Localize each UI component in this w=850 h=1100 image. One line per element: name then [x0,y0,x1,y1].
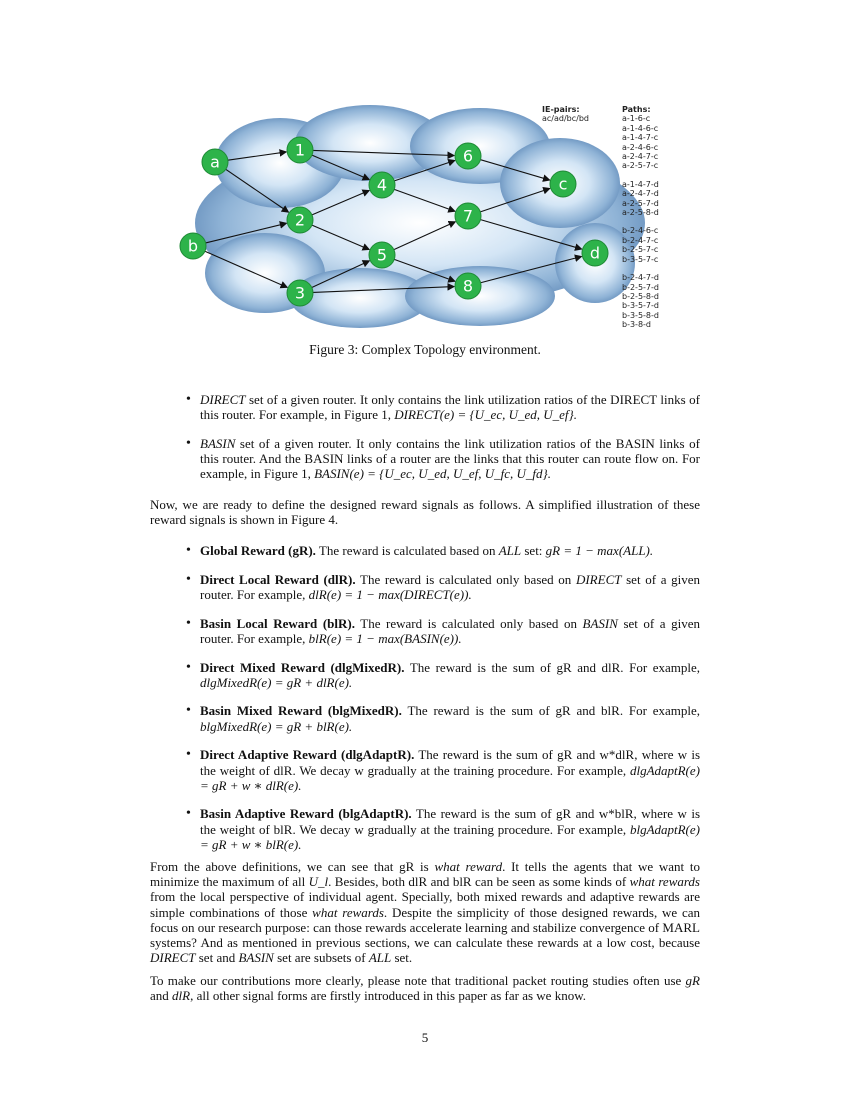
path-entry: b-3-8-d [622,320,651,330]
contrib-text: To make our contributions more clearly, please note that traditional packet routing studies often use [150,973,686,988]
path-group [622,226,659,264]
reward-text: set of a given router. For example, [200,571,700,602]
reward-text: The reward is the sum of gR and w*blR, where w is the weight of blR. We decay w gradually at the training procedure. For example, [200,806,701,837]
node-label: 7 [462,206,474,226]
reward-item [200,543,700,558]
reward-text: set of a given router. For example, [200,615,701,646]
discussion-emphasis: DIRECT [150,950,196,966]
direct-text: set of a given router. It only contains the link utilization ratios of the DIRECT links of this router. For example, in Figure 1, [200,392,700,423]
discussion-text: . Despite the simplicity of those designed rewards, we can focus on our research purpose: can those rewards accelerate learning and stabilize convergence of MARL systems? And as mentioned in previous sections, we can calculate these rewards at a low cost, because [150,904,700,951]
path-entry: b-2-4-6-c [622,226,659,236]
node-n5 [369,242,395,268]
node-label: 8 [462,276,474,296]
path-entry: a-2-5-7-d [622,198,659,208]
reward-name: Global Reward (gR). [200,543,316,558]
node-label: b [187,236,199,256]
node-label: 1 [294,140,306,160]
topology-diagram [170,98,690,330]
paragraph-contributions [150,973,700,1003]
reward-formula: blgMixedR(e) = gR + blR(e). [200,718,353,734]
paragraph-intro: Now, we are ready to define the designed reward signals as follows. A simplified illustration of these reward signals is shown in Figure 4. [150,497,700,528]
node-n3 [287,280,313,306]
node-n4 [369,172,395,198]
reward-formula: dlgMixedR(e) = gR + dlR(e). [200,674,353,690]
reward-name: Basin Adaptive Reward (blgAdaptR). [200,806,412,822]
node-n6 [455,143,481,169]
reward-name: Direct Mixed Reward (dlgMixedR). [200,659,405,675]
contrib-text: , all other signal forms are firstly introduced in this paper as far as we know. [190,988,586,1004]
node-label: 6 [462,146,474,166]
reward-text: The reward is calculated only based on [354,615,583,631]
node-label: a [210,152,220,172]
path-entry: a-2-4-7-c [622,152,659,162]
reward-text: The reward is calculated only based on [355,571,576,587]
reward-formula: dlgAdaptR(e) = gR + w ∗ dlR(e). [200,762,700,793]
node-n2 [287,207,313,233]
discussion-emphasis: ALL [368,950,392,966]
node-a [202,149,228,175]
discussion-text: . Besides, both dlR and blR can be seen as some kinds of [328,874,630,890]
reward-name: Direct Adaptive Reward (dlgAdaptR). [200,747,415,763]
paths-header: Paths: [622,105,651,114]
discussion-emphasis: what rewards [312,904,384,920]
set-definitions-list [200,392,700,495]
node-d [582,240,608,266]
node-label: c [558,174,568,194]
paragraph-discussion [150,859,700,965]
term-direct: DIRECT [200,392,246,407]
reward-set: BASIN [582,615,618,631]
reward-text: set: [521,543,546,558]
reward-formula: gR = 1 − max(ALL). [545,543,654,558]
path-group [622,180,659,218]
path-entry: b-3-5-7-d [622,301,659,311]
path-entry: a-2-4-7-d [622,189,659,199]
reward-item [200,616,700,646]
discussion-emphasis: what rewards [629,874,700,890]
path-entry: b-3-5-7-c [622,254,659,264]
path-entry: a-1-6-c [622,114,651,124]
path-entry: a-1-4-7-d [622,179,659,189]
discussion-text: set are subsets of [273,950,369,966]
path-entry: b-2-5-7-d [622,282,659,292]
node-b [180,233,206,259]
node-n8 [455,273,481,299]
node-label: 5 [376,245,388,265]
reward-text: The reward is the sum of gR and w*dlR, where w is the weight of dlR. We decay w gradually at the training procedure. For example, [200,747,700,778]
reward-item [200,747,700,793]
discussion-text: . It tells the agents that we want to minimize the maximum of all [150,859,700,890]
ie-pairs-legend [542,105,589,124]
cloud-shape [195,105,645,328]
path-group [622,114,659,170]
discussion-emphasis: BASIN [238,950,274,966]
node-c [550,171,576,197]
path-entry: a-1-4-6-c [622,123,659,133]
list-item-basin [200,436,700,482]
reward-text: The reward is the sum of gR and dlR. For example, [404,659,700,675]
reward-text: The reward is the sum of gR and blR. For example, [401,703,700,719]
reward-item [200,703,700,733]
path-entry: b-2-5-7-c [622,245,659,255]
discussion-emphasis: what reward [434,859,503,874]
reward-name: Basin Mixed Reward (blgMixedR). [200,703,402,719]
discussion-text: From the above definitions, we can see that gR is [150,859,435,874]
path-entry: b-2-4-7-d [622,273,659,283]
discussion-text: from the local perspective of individual agent. Specially, both mixed rewards and adaptive rewards are simple combinations of those [150,889,700,920]
reward-text: The reward is calculated based on [315,543,499,558]
reward-set: DIRECT [575,571,622,587]
path-entry: b-3-5-8-d [622,310,659,320]
node-label: 4 [376,175,388,195]
discussion-text: set. [391,950,413,966]
path-entry: a-2-5-8-d [622,208,659,218]
path-entry: a-2-5-7-c [622,161,659,171]
topology-figure [170,98,690,330]
node-n7 [455,203,481,229]
reward-item [200,572,700,602]
path-entry: a-2-4-6-c [622,142,659,152]
path-entry: b-2-5-8-d [622,291,659,301]
reward-item [200,806,700,852]
node-label: 3 [294,283,306,303]
path-group [622,273,659,329]
reward-formula: blR(e) = 1 − max(BASIN(e)). [308,630,462,646]
page-number: 5 [421,1030,429,1045]
reward-item [200,660,700,690]
contrib-math: gR [685,973,700,988]
term-basin: BASIN [200,435,236,451]
contrib-text: and [150,988,173,1004]
contrib-math: dlR [172,988,191,1004]
node-label: d [589,243,601,263]
list-item-direct [200,392,700,422]
direct-formula: DIRECT(e) = {U_ec, U_ed, U_ef}. [394,407,577,423]
reward-set: ALL [498,543,522,558]
reward-signals-list [200,543,700,866]
reward-formula: blgAdaptR(e) = gR + w ∗ blR(e). [200,821,700,852]
ie-pairs-header: IE-pairs: [542,105,580,114]
reward-formula: dlR(e) = 1 − max(DIRECT(e)). [308,586,472,602]
paths-legend [622,105,659,339]
node-label: 2 [294,210,306,230]
reward-name: Basin Local Reward (blR). [200,615,355,631]
path-groups [622,114,659,329]
discussion-math: U_l [308,874,329,890]
basin-formula: BASIN(e) = {U_ec, U_ed, U_ef, U_fc, U_fd}. [314,466,551,482]
reward-name: Direct Local Reward (dlR). [200,571,356,587]
ie-pairs-value: ac/ad/bc/bd [542,114,589,124]
path-entry: a-1-4-7-c [622,133,659,143]
discussion-text: set and [195,950,239,966]
node-n1 [287,137,313,163]
basin-text: set of a given router. It only contains the link utilization ratios of the BASIN links of this router. And the BASIN links of a router are the links that this router can route flow on. For example, in Figure 1, [200,435,700,482]
figure-caption: Figure 3: Complex Topology environment. [309,342,541,357]
path-entry: b-2-4-7-c [622,235,659,245]
